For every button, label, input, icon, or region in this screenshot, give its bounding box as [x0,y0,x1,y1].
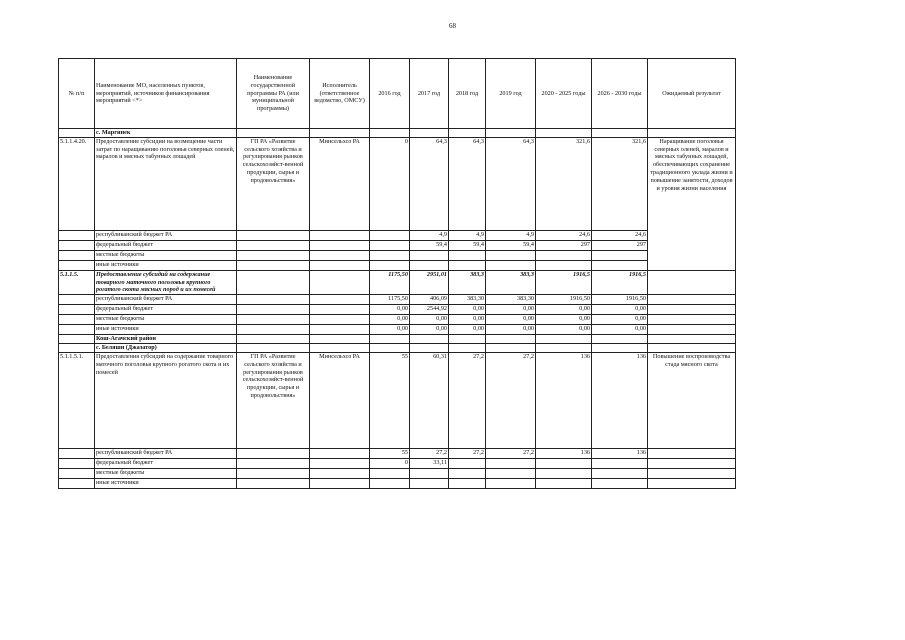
source-name: иные источники [95,478,237,488]
source-name: республиканский бюджет РА [95,230,237,240]
source-name: местные бюджеты [95,468,237,478]
header-name: Наименование МО, населенных пунктов, мероприятий, источников финансирования мероприятий <*> [95,59,237,129]
table-row [59,270,736,294]
value-2017: 60,31 [410,352,449,448]
value-2018: 4,9 [449,230,486,240]
row-number: 5.1.1.5. [59,270,95,294]
table-row [59,478,736,488]
value-2016: 0,00 [370,315,410,325]
table-row [59,137,736,230]
source-name: иные источники [95,325,237,335]
value-2019: 64,3 [486,137,536,230]
value-2016: 0 [370,137,410,230]
header-row [59,59,736,129]
table-row [59,230,736,240]
row-program: ГП РА «Развитие сельского хозяйства и регулирования рынков сельскохозяйст-венной продукции, сырья и продовольствия» [237,137,310,230]
value-2018: 27,2 [449,448,486,458]
table-row [59,352,736,448]
value-2026-2030: 321,6 [592,137,648,230]
value-2019: 59,4 [486,240,536,250]
value-2026-2030: 24,6 [592,230,648,240]
row-result: Повышение воспроизводства стада мясного скота [648,352,736,448]
value-2017: 0,00 [410,315,449,325]
value-2020-2025: 297 [536,240,592,250]
value-2020-2025: 321,6 [536,137,592,230]
budget-table [58,58,736,489]
value-2026-2030: 297 [592,240,648,250]
section-row [59,129,736,138]
value-2026-2030: 136 [592,352,648,448]
source-name: иные источники [95,260,237,270]
value-2016 [370,240,410,250]
value-2017: 33,11 [410,458,449,468]
value-2019: 383,30 [486,295,536,305]
value-2019: 27,2 [486,352,536,448]
value-2017: 406,09 [410,295,449,305]
table-row [59,305,736,315]
value-2016: 0 [370,458,410,468]
value-2026-2030: 0,00 [592,315,648,325]
value-2018: 27,2 [449,352,486,448]
table-row [59,458,736,468]
row-executor: Минсельхоз РА [310,137,370,230]
value-2017: 59,4 [410,240,449,250]
value-2017: 27,2 [410,448,449,458]
value-2020-2025: 24,6 [536,230,592,240]
value-2018: 59,4 [449,240,486,250]
value-2020-2025: 136 [536,352,592,448]
row-result: Наращивание поголовья северных оленей, маралов и мясных табунных лошадей, обеспечивающих сохранение традиционного уклада жизни и повышение занятости, доходов и уровня жизни населения [648,137,736,270]
value-2020-2025: 0,00 [536,325,592,335]
source-name: федеральный бюджет [95,305,237,315]
value-2019: 383,3 [486,270,536,294]
value-2019: 0,00 [486,315,536,325]
section-row [59,335,736,344]
value-2020-2025: 1916,50 [536,295,592,305]
value-2016: 55 [370,448,410,458]
row-name: Предоставление субсидий на содержание товарного маточного поголовья крупного рогатого скота мясных пород и их помесей [95,270,237,294]
value-2026-2030: 0,00 [592,325,648,335]
header-program: Наименование государственной программы РА (или муниципальной программы) [237,59,310,129]
value-2026-2030: 1916,5 [592,270,648,294]
header-result: Ожидаемый результат [648,59,736,129]
source-name: федеральный бюджет [95,240,237,250]
value-2017: 0,00 [410,325,449,335]
value-2018: 0,00 [449,325,486,335]
value-2017: 4,9 [410,230,449,240]
value-2017: 2951,01 [410,270,449,294]
row-number: 5.1.1.4.20. [59,137,95,230]
value-2018: 383,30 [449,295,486,305]
table-row [59,240,736,250]
value-2026-2030: 0,00 [592,305,648,315]
source-name: республиканский бюджет РА [95,448,237,458]
header-2017: 2017 год [410,59,449,129]
source-name: местные бюджеты [95,250,237,260]
district-name: Кош-Агачский район [95,335,237,344]
value-2026-2030: 136 [592,448,648,458]
value-2018: 64,3 [449,137,486,230]
source-name: республиканский бюджет РА [95,295,237,305]
value-2019: 0,00 [486,305,536,315]
row-number: 5.1.1.5.1. [59,352,95,448]
page-number: 68 [449,22,456,30]
source-name: местные бюджеты [95,315,237,325]
header-2016: 2016 год [370,59,410,129]
value-2018: 0,00 [449,305,486,315]
header-executor: Исполнитель (ответственное ведомство, ОМСУ) [310,59,370,129]
table-row [59,468,736,478]
place-name: с. Беляши (Джазатор) [95,344,237,353]
value-2018: 0,00 [449,315,486,325]
value-2020-2025: 1916,5 [536,270,592,294]
header-2020-2025: 2020 - 2025 годы [536,59,592,129]
header-num: № п/п [59,59,95,129]
value-2018: 383,3 [449,270,486,294]
header-2019: 2019 год [486,59,536,129]
value-2016: 1175,50 [370,270,410,294]
header-2018: 2018 год [449,59,486,129]
table-row [59,260,736,270]
value-2020-2025: 0,00 [536,315,592,325]
row-executor: Минсельхоз РА [310,352,370,448]
value-2017: 64,3 [410,137,449,230]
value-2016: 0,00 [370,305,410,315]
table-row [59,315,736,325]
value-2019: 4,9 [486,230,536,240]
value-2016: 55 [370,352,410,448]
row-program: ГП РА «Развитие сельского хозяйства и регулирования рынков сельскохозяйст-венной продукции, сырья и продовольствия» [237,352,310,448]
table-row [59,295,736,305]
value-2020-2025: 136 [536,448,592,458]
value-2019: 27,2 [486,448,536,458]
table-row [59,250,736,260]
table-row [59,325,736,335]
value-2026-2030: 1916,50 [592,295,648,305]
value-2016 [370,230,410,240]
source-name: федеральный бюджет [95,458,237,468]
table-row [59,448,736,458]
section-row [59,344,736,353]
header-2026-2030: 2026 - 2030 годы [592,59,648,129]
value-2016: 1175,50 [370,295,410,305]
row-name: Предоставления субсидий на содержание товарного маточного поголовья крупного рогатого скота и их помесей [95,352,237,448]
value-2017: 2544,92 [410,305,449,315]
row-name: Предоставление субсидии на возмещение части затрат по наращиванию поголовья северных оленей, маралов и мясных табунных лошадей [95,137,237,230]
value-2019: 0,00 [486,325,536,335]
value-2020-2025: 0,00 [536,305,592,315]
place-name: с. Маргинек [95,129,237,138]
value-2016: 0,00 [370,325,410,335]
